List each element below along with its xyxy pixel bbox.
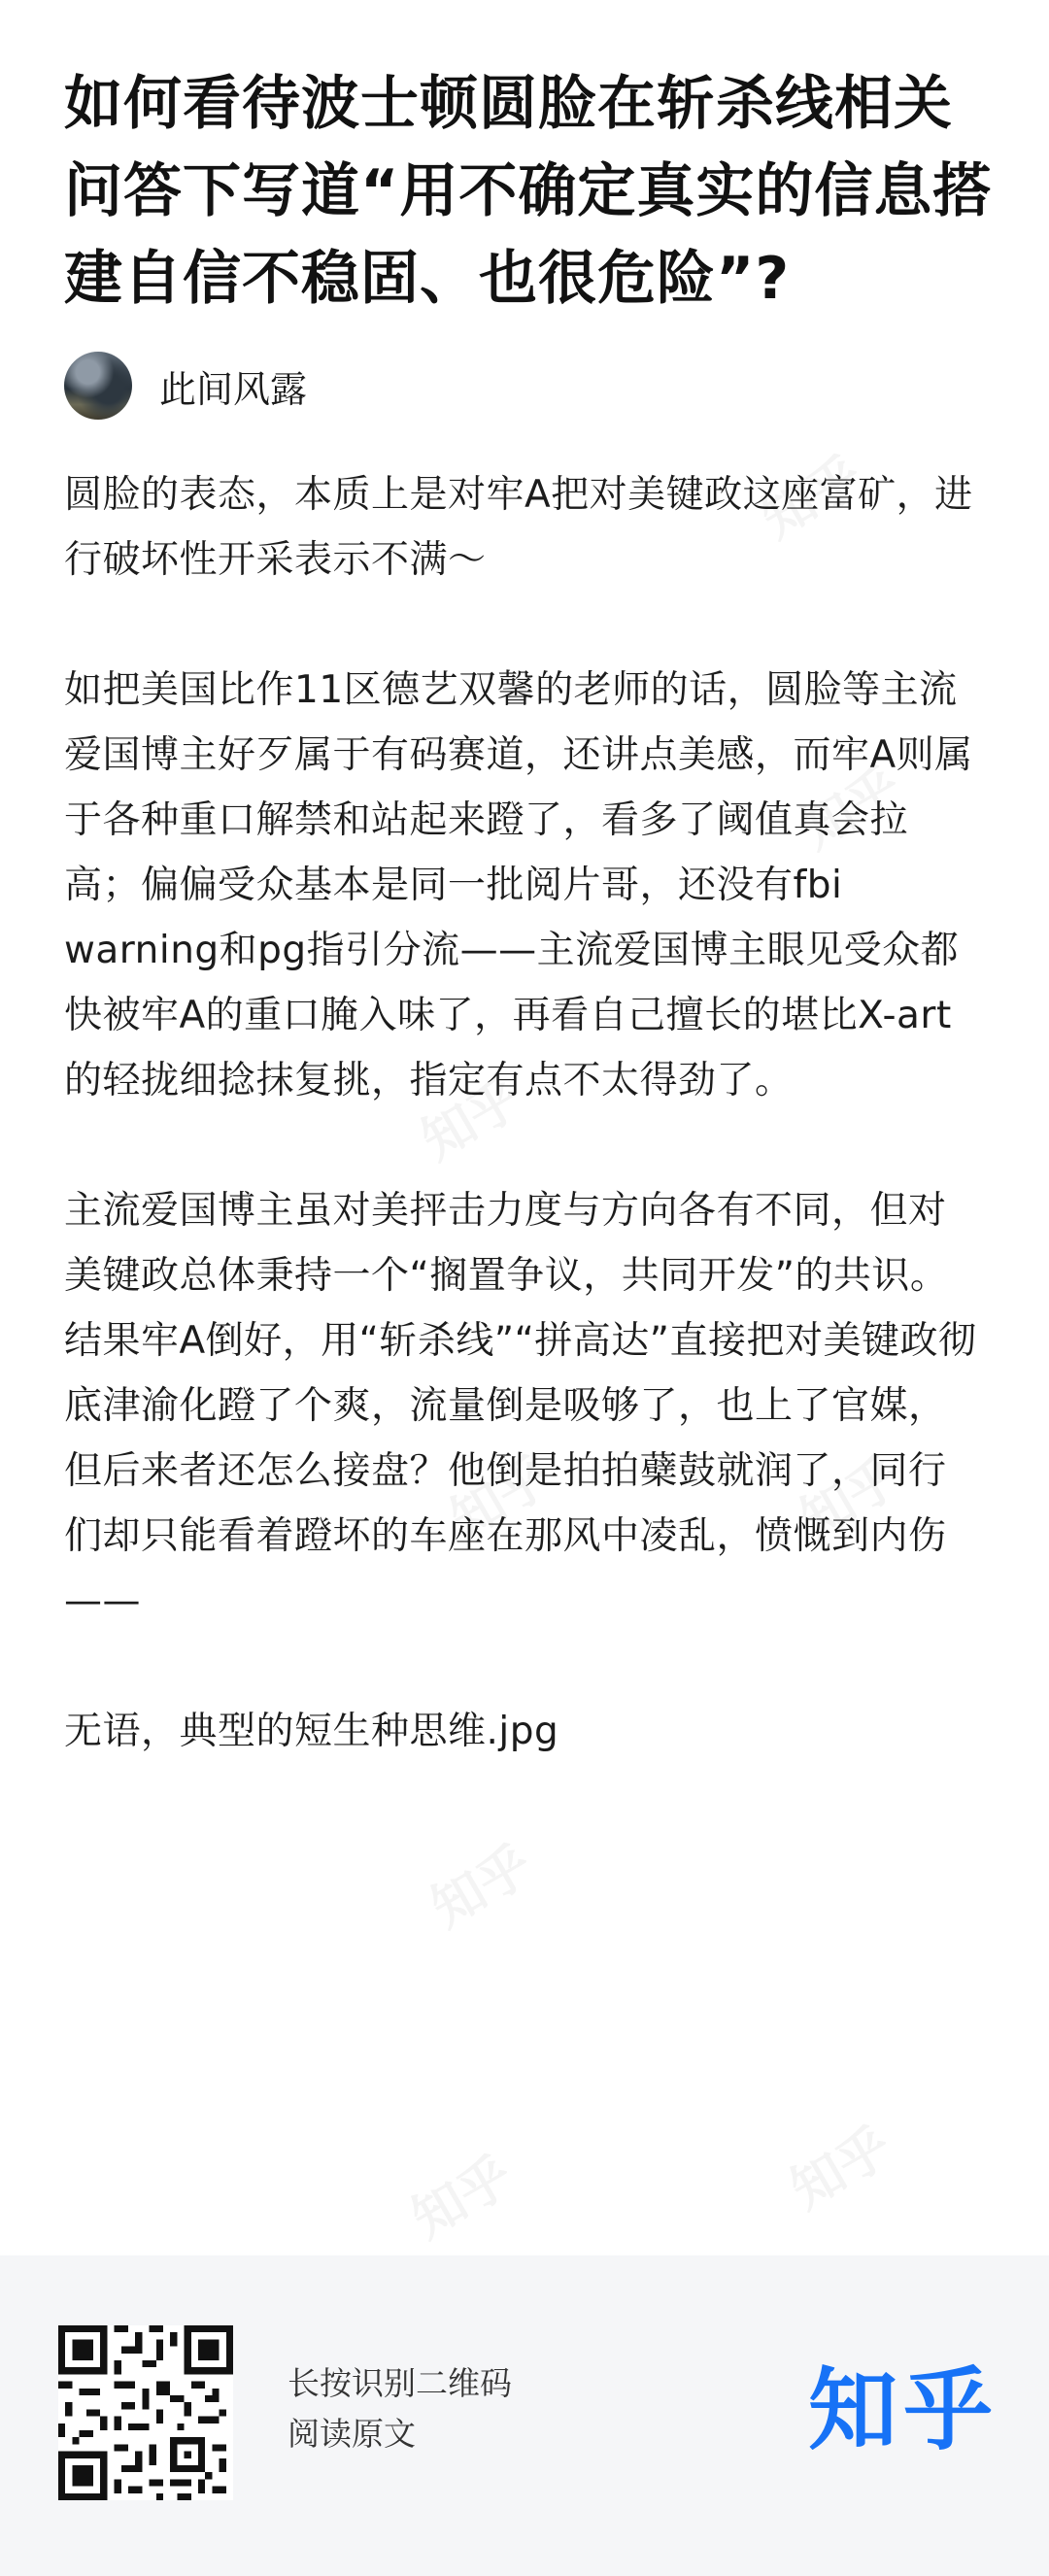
answer-paragraph: 无语，典型的短生种思维.jpg — [64, 1710, 559, 1753]
qr-hint — [288, 2358, 512, 2459]
watermark — [775, 2106, 903, 2223]
share-footer — [0, 2255, 1049, 2576]
watermark — [416, 1824, 544, 1942]
qr-hint-line2: 阅读原文 — [288, 2415, 416, 2453]
answer-content — [64, 462, 977, 1829]
watermark — [396, 2135, 524, 2253]
answer-paragraph: 如把美国比作11区德艺双馨的老师的话，圆脸等主流爱国博主好歹属于有码赛道，还讲点美感，而牢A则属于各种重口解禁和站起来蹬了，看多了阈值真会拉高；偏偏受众基本是同一批阅片哥，还没有fbi warning和pg指引分流——主流爱国博主眼见受众都快被牢A的重口腌入味了，再看自己擅长的堪比X-art的轻拢细捻抹复挑，指定有点不太得劲了。 — [64, 668, 973, 1102]
answer-paragraph: 主流爱国博主虽对美抨击力度与方向各有不同，但对美键政总体秉持一个“搁置争议，共同开发”的共识。结果牢A倒好，用“斩杀线”“拼高达”直接把对美键政彻底津渝化蹬了个爽，流量倒是吸够了，也上了官媒，但后来者还怎么接盘？他倒是拍拍蘗鼓就润了，同行们却只能看着蹬坏的车座在那风中凌乱，愤慨到内伤—— — [64, 1189, 977, 1623]
avatar[interactable] — [64, 352, 132, 420]
question-title[interactable]: 如何看待波士顿圆脸在斩杀线相关问答下写道“用不确定真实的信息搭建自信不稳固、也很危险”? — [64, 70, 993, 313]
qr-hint-line1: 长按识别二维码 — [288, 2364, 512, 2402]
answer-paragraph: 圆脸的表态，本质上是对牢A把对美键政这座富矿，进行破坏性开采表示不满～ — [64, 473, 973, 582]
author-info[interactable] — [64, 352, 307, 420]
author-name[interactable]: 此间风露 — [159, 367, 308, 411]
qr-code[interactable] — [58, 2325, 233, 2500]
zhihu-logo: 知乎 — [807, 2358, 998, 2462]
